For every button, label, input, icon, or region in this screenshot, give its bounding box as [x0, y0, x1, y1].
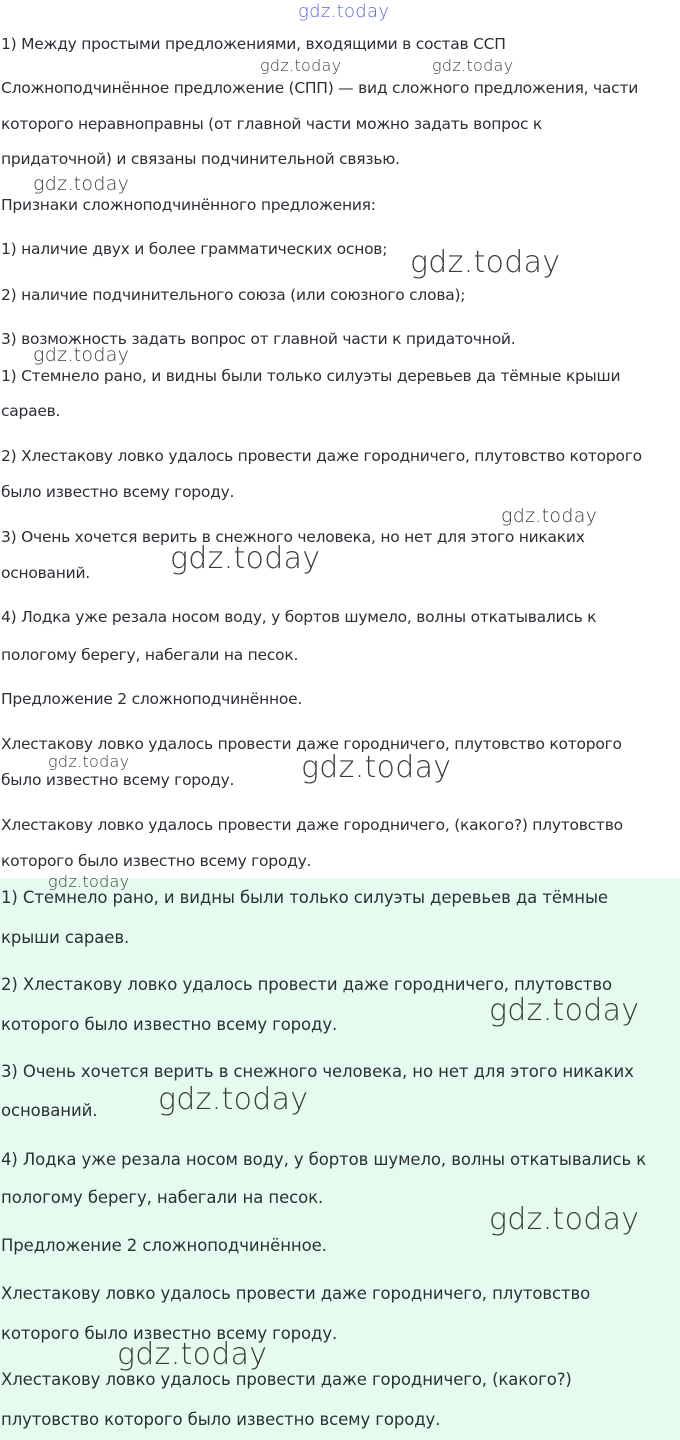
text-line: которого неравноправны (от главной части можно задать вопрос к [1, 115, 543, 133]
watermark-logo: gdz.today [170, 541, 321, 576]
text-line: 2) Хлестакову ловко удалось провести даже городничего, плутовство [1, 975, 613, 994]
text-line: было известно всему городу. [1, 483, 235, 501]
watermark-logo: gdz.today [48, 752, 130, 771]
text-line: 1) Стемнело рано, и видны были только силуэты деревьев да тёмные [1, 888, 608, 907]
text-line: 1) наличие двух и более грамматических основ; [1, 240, 388, 258]
text-line: которого было известно всему городу. [1, 852, 312, 870]
watermark-logo: gdz.today [48, 872, 130, 891]
text-line: 4) Лодка уже резала носом воду, у бортов шумело, волны откатывались к [1, 1150, 647, 1169]
watermark-logo: gdz.today [489, 993, 640, 1028]
watermark-logo: gdz.today [432, 56, 514, 75]
watermark-logo: gdz.today [260, 56, 342, 75]
text-line: которого было известно всему городу. [1, 1015, 338, 1034]
text-line: 3) возможность задать вопрос от главной части к придаточной. [1, 330, 516, 348]
text-line: 1) Стемнело рано, и видны были только силуэты деревьев да тёмные крыши [1, 367, 621, 385]
watermark-logo: gdz.today [301, 750, 452, 785]
text-line: Хлестакову ловко удалось провести даже городничего, (какого?) плутовство [1, 816, 623, 834]
text-line: 2) наличие подчинительного союза (или союзного слова); [1, 286, 466, 304]
text-line: плутовство которого было известно всему городу. [1, 1410, 441, 1429]
watermark-logo: gdz.today [298, 1, 390, 22]
text-line: придаточной) и связаны подчинительной связью. [1, 150, 400, 168]
text-line: Сложноподчинённое предложение (СПП) — вид сложного предложения, части [1, 79, 639, 97]
text-line: Признаки сложноподчинённого предложения: [1, 196, 376, 214]
text-line: пологому берегу, набегали на песок. [1, 1188, 324, 1207]
text-line: сараев. [1, 402, 61, 420]
text-line: оснований. [1, 564, 90, 582]
watermark-logo: gdz.today [410, 245, 561, 280]
text-line: 2) Хлестакову ловко удалось провести даже городничего, плутовство которого [1, 447, 642, 465]
watermark-logo: gdz.today [33, 344, 130, 366]
text-line: крыши сараев. [1, 928, 130, 947]
text-line: оснований. [1, 1101, 98, 1120]
text-line: 3) Очень хочется верить в снежного человека, но нет для этого никаких [1, 1062, 634, 1081]
text-line: было известно всему городу. [1, 771, 235, 789]
answer-section-highlighted [0, 878, 680, 1440]
text-line: Предложение 2 сложноподчинённое. [1, 1236, 327, 1255]
watermark-logo: gdz.today [501, 505, 598, 527]
text-line: 4) Лодка уже резала носом воду, у бортов шумело, волны откатывались к [1, 608, 597, 626]
text-line: 3) Очень хочется верить в снежного человека, но нет для этого никаких [1, 528, 585, 546]
watermark-logo: gdz.today [33, 173, 130, 195]
text-line: 1) Между простыми предложениями, входящими в состав ССП [1, 35, 506, 53]
text-line: Хлестакову ловко удалось провести даже городничего, плутовство которого [1, 735, 622, 753]
text-line: которого было известно всему городу. [1, 1324, 338, 1343]
watermark-logo: gdz.today [489, 1202, 640, 1237]
watermark-logo: gdz.today [117, 1337, 268, 1372]
text-line: Предложение 2 сложноподчинённое. [1, 690, 303, 708]
text-line: пологому берегу, набегали на песок. [1, 646, 299, 664]
text-line: Хлестакову ловко удалось провести даже городничего, (какого?) [1, 1370, 572, 1389]
watermark-logo: gdz.today [158, 1082, 309, 1117]
text-line: Хлестакову ловко удалось провести даже городничего, плутовство [1, 1284, 591, 1303]
